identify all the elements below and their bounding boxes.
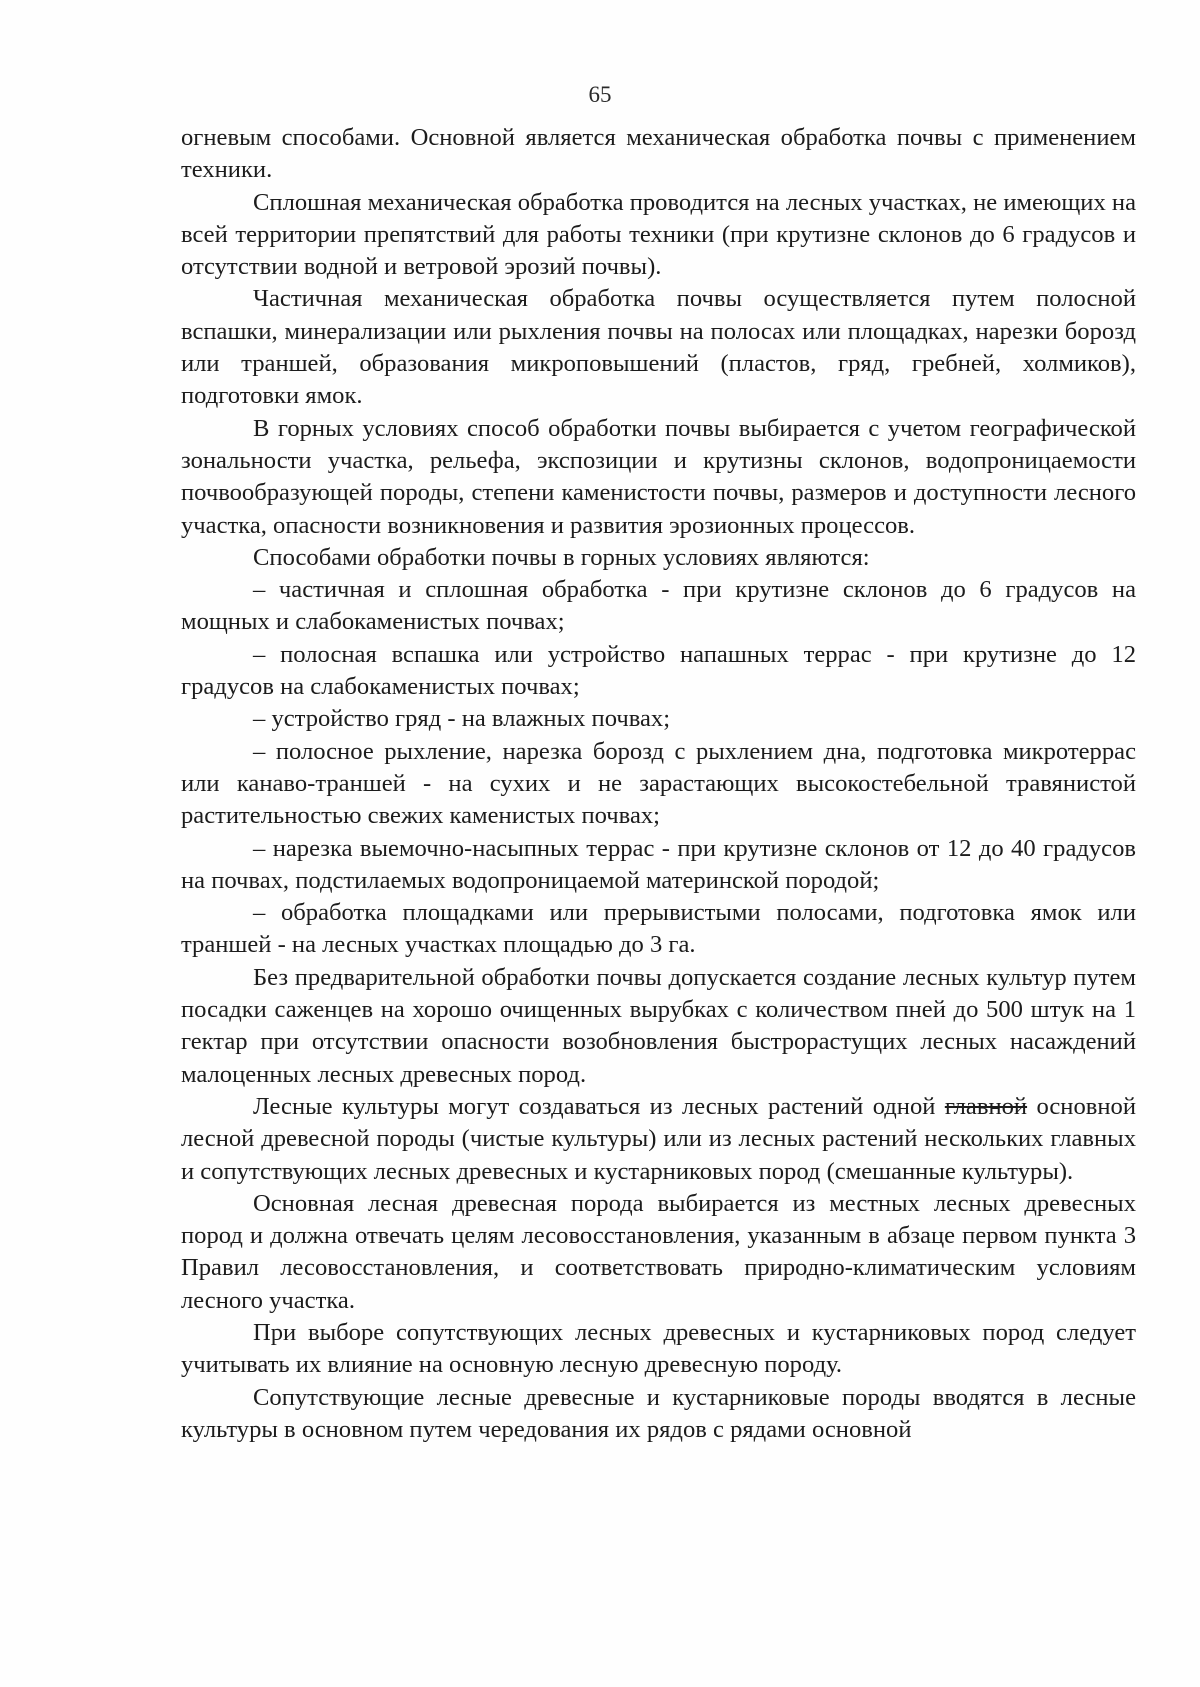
- paragraph-no-pretreatment: Без предварительной обработки почвы допускается создание лесных культур путем посадки саженцев на хорошо очищенных вырубках с количеством пней до 500 штук на 1 гектар при отсутствии опасности возобновления быстрорастущих лесных насаждений малоценных лесных древесных пород.: [181, 963, 1136, 1088]
- list-item: – обработка площадками или прерывистыми полосами, подготовка ямок или траншей - на лесных участках площадью до 3 га.: [181, 899, 1136, 959]
- paragraph-main-species: Основная лесная древесная порода выбирается из местных лесных древесных пород и должна отвечать целям лесовосстановления, указанным в абзаце первом пункта 3 Правил лесовосстановления, и соответствовать природно-климатическим условиям лесного участка.: [181, 1189, 1136, 1314]
- page-body: [181, 122, 1136, 1446]
- paragraph-mountain-conditions: В горных условиях способ обработки почвы выбирается с учетом географической зональности участка, рельефа, экспозиции и крутизны склонов, водопроницаемости почвообразующей породы, степени каменистости почвы, размеров и доступности лесного участка, опасности возникновения и развития эрозионных процессов.: [181, 414, 1136, 539]
- list-item: – частичная и сплошная обработка - при крутизне склонов до 6 градусов на мощных и слабокаменистых почвах;: [181, 576, 1136, 636]
- paragraph-continuation: огневым способами. Основной является механическая обработка почвы с применением техники.: [181, 124, 1136, 184]
- list-item: – устройство гряд - на влажных почвах;: [253, 705, 671, 733]
- paragraph-companion-introduction: Сопутствующие лесные древесные и кустарниковые породы вводятся в лесные культуры в основном путем чередования их рядов с рядами основной: [181, 1383, 1136, 1443]
- paragraph-continuous-treatment: Сплошная механическая обработка проводится на лесных участках, не имеющих на всей территории препятствий для работы техники (при крутизне склонов до 6 градусов и отсутствии водной и ветровой эрозий почвы).: [181, 188, 1136, 281]
- list-item: – полосное рыхление, нарезка борозд с рыхлением дна, подготовка микротеррас или канаво-траншей - на сухих и не зарастающих высокостебельной травянистой растительностью свежих каменистых почвах;: [181, 737, 1136, 830]
- paragraph-text-end: основной лесной древесной породы (чистые культуры) или из лесных растений нескольких главных и сопутствующих лесных древесных и кустарниковых пород (смешанные культуры).: [181, 1092, 1136, 1185]
- list-item: – нарезка выемочно-насыпных террас - при крутизне склонов от 12 до 40 градусов на почвах, подстилаемых водопроницаемой материнской породой;: [181, 834, 1136, 894]
- paragraph-companion-selection: При выборе сопутствующих лесных древесных и кустарниковых пород следует учитывать их влияние на основную лесную древесную породу.: [181, 1318, 1136, 1379]
- page-number: 65: [588, 82, 612, 107]
- struck-word: главной: [944, 1092, 1028, 1120]
- list-item: – полосная вспашка или устройство напашных террас - при крутизне до 12 градусов на слабокаменистых почвах;: [181, 640, 1136, 701]
- paragraph-partial-treatment: Частичная механическая обработка почвы осуществляется путем полосной вспашки, минерализации или рыхления почвы на полосах или площадках, нарезки борозд или траншей, образования микроповышений (пластов, гряд, гребней, холмиков), подготовки ямок.: [181, 285, 1136, 410]
- paragraph-forest-crops: [181, 1091, 1136, 1188]
- paragraph-text-start: Лесные культуры могут создаваться из лесных растений одной: [253, 1092, 945, 1120]
- paragraph-methods-intro: Способами обработки почвы в горных условиях являются:: [253, 543, 870, 571]
